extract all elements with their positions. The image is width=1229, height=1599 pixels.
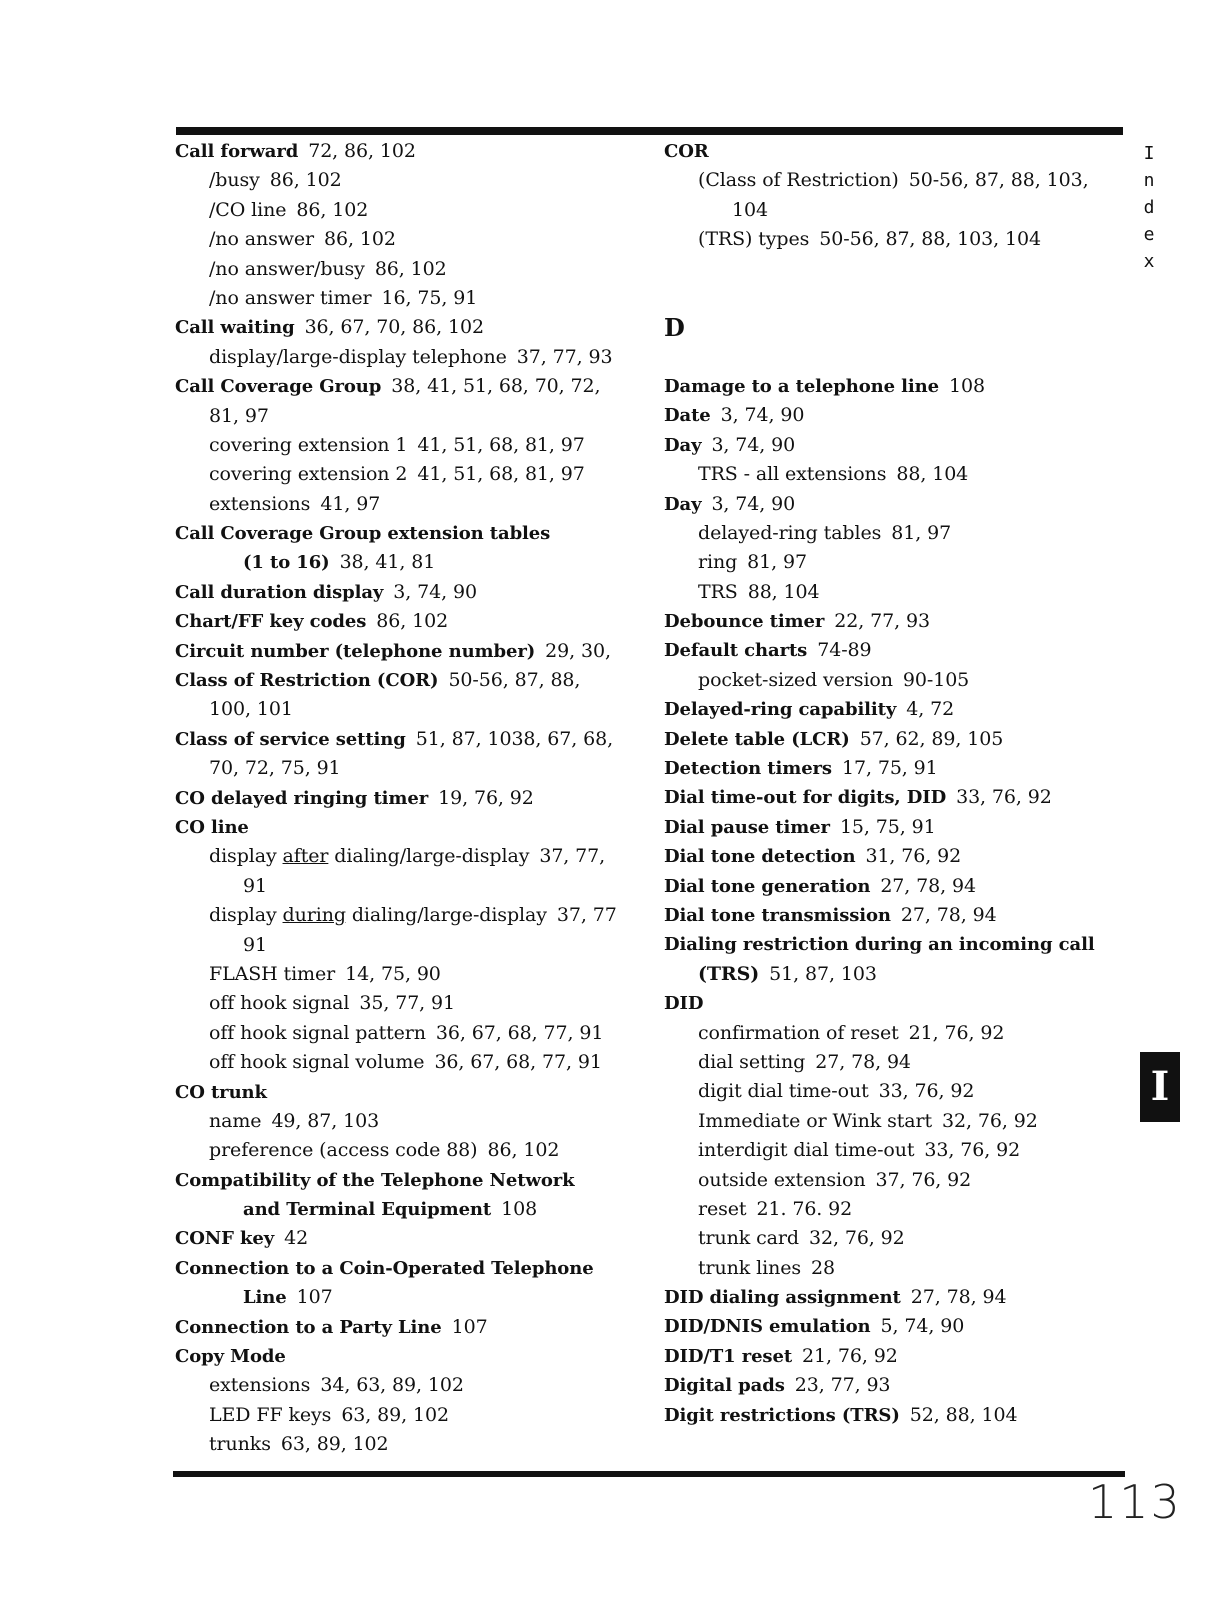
entry-pages: 31, 76, 92 [865,845,962,868]
entry-pages: 108 [948,374,985,397]
entry-term: CO line [175,816,249,838]
index-heading-entry [664,490,1114,519]
entry-pages: 37, 77, [539,845,606,868]
entry-term: off hook signal [209,992,350,1015]
side-tab-letter: e [1143,224,1155,245]
index-sub-entry [175,931,655,960]
entry-term: (TRS) [698,962,760,985]
index-sub-entry [664,1254,1114,1283]
entry-term: Digital pads [664,1375,785,1397]
index-sub-entry [664,1107,1114,1136]
entry-pages: 100, 101 [209,698,293,721]
entry-term: pocket-sized version [698,668,893,691]
index-heading-entry [175,519,655,548]
entry-term: delayed-ring tables [698,521,882,544]
entry-term: Call forward [175,141,299,162]
entry-pages: 86, 102 [374,257,447,280]
entry-term: reset [698,1197,747,1220]
entry-term: digit dial time-out [698,1080,869,1103]
index-heading-entry [175,313,655,342]
entry-term: outside extension [698,1168,866,1191]
entry-pages: 86, 102 [296,198,369,221]
entry-pages: 52, 88, 104 [909,1403,1018,1426]
entry-pages: 33, 76, 92 [878,1080,975,1103]
side-tab-letter: d [1143,197,1155,218]
entry-term: DID/DNIS emulation [664,1316,871,1338]
entry-pages: 27, 78, 94 [900,903,997,926]
entry-term: TRS [698,580,738,603]
index-sub-entry [664,666,1114,695]
index-heading-entry [664,1371,1114,1400]
entry-pages: 86, 102 [487,1139,560,1162]
index-sub-entry [175,1107,655,1136]
index-heading-entry [175,813,655,842]
entry-pages: 36, 67, 68, 77, 91 [435,1021,604,1044]
entry-term: extensions [209,1374,311,1397]
index-heading-entry [175,666,655,695]
entry-term: dial setting [698,1050,806,1073]
entry-pages: 104 [732,198,768,221]
entry-pages: 81, 97 [747,551,808,574]
index-heading-entry [664,607,1114,636]
index-sub-entry [664,225,1114,254]
entry-pages: 42 [284,1227,309,1250]
index-heading-entry [664,401,1114,430]
entry-term: Compatibility of the Telephone Network [175,1169,575,1191]
index-sub-entry [175,255,655,284]
entry-pages: 36, 67, 68, 77, 91 [434,1051,602,1074]
index-sub-entry [175,284,655,313]
entry-pages: 63, 89, 102 [341,1403,449,1426]
index-heading-entry [664,1401,1114,1430]
index-heading-entry [175,637,655,666]
index-column-left [175,137,655,1460]
entry-term: extensions [209,492,311,515]
index-heading-entry [664,636,1114,665]
entry-term: Immediate or Wink start [698,1109,933,1132]
index-heading-entry [175,1283,655,1312]
entry-term: /no answer timer [209,286,372,309]
index-heading-entry [664,725,1114,754]
entry-pages: 34, 63, 89, 102 [320,1374,464,1397]
entry-term: Day [664,493,702,515]
entry-pages: 41, 97 [320,492,381,515]
index-heading-entry [175,1224,655,1253]
entry-term: Circuit number (telephone number) [175,640,536,662]
entry-term: Line [243,1287,287,1309]
index-sub-entry [664,1019,1114,1048]
entry-term: (TRS) types [698,228,810,251]
index-heading-entry [664,754,1114,783]
entry-term: Connection to a Coin-Operated Telephone [175,1257,594,1279]
entry-pages: 88, 104 [747,580,820,603]
entry-term: Class of service setting [175,728,406,750]
entry-term: Dial tone transmission [664,904,891,926]
index-heading-entry [175,1166,655,1195]
index-heading-entry [664,137,1114,166]
index-heading-entry [175,725,655,754]
entry-pages: 107 [296,1286,333,1309]
entry-term: LED FF keys [209,1403,332,1426]
index-side-tab [1139,140,1159,275]
index-sub-entry [175,989,655,1018]
entry-term: CO trunk [175,1081,267,1103]
entry-pages: 23, 77, 93 [794,1374,891,1397]
entry-pages: 37, 76, 92 [875,1168,972,1191]
entry-pages: 49, 87, 103 [271,1109,380,1132]
entry-pages: 63, 89, 102 [280,1433,389,1456]
index-heading-entry [664,1342,1114,1371]
side-tab-letter: x [1143,251,1155,272]
index-heading-entry [664,813,1114,842]
index-heading-entry [175,784,655,813]
index-sub-entry [175,166,655,195]
index-heading-entry [175,607,655,636]
entry-pages: 29, 30, [545,639,611,662]
entry-term: Debounce timer [664,611,825,633]
entry-pages: 86, 102 [376,610,449,633]
entry-pages: 81, 97 [209,404,269,427]
index-sub-entry [664,1195,1114,1224]
entry-pages: 91 [243,933,267,956]
entry-term: covering extension 1 [209,433,408,456]
index-sub-entry [175,225,655,254]
entry-pages: 38, 41, 81 [339,551,436,574]
index-sub-entry [175,402,655,431]
entry-pages: 32, 76, 92 [808,1227,905,1250]
entry-pages: 37, 77, 93 [516,345,613,368]
entry-term: Copy Mode [175,1346,286,1368]
entry-term: Call waiting [175,317,295,339]
entry-term: trunks [209,1433,271,1456]
entry-pages: 88, 104 [896,463,969,486]
entry-term: display/large-display telephone [209,345,507,368]
entry-term: TRS - all extensions [698,463,887,486]
index-heading-entry [664,989,1114,1018]
entry-pages: 22, 77, 93 [834,610,930,633]
entry-term: Connection to a Party Line [175,1316,442,1338]
entry-term-underlined: during [282,904,346,927]
index-sub-entry [175,196,655,225]
entry-term: /no answer/busy [209,257,365,280]
entry-term-underlined: after [282,845,329,868]
entry-pages: 108 [501,1198,538,1221]
section-letter: D [664,312,685,342]
entry-pages: 27, 78, 94 [815,1050,911,1073]
entry-term: display [209,845,283,868]
entry-pages: 19, 76, 92 [438,786,534,809]
index-heading-entry [664,695,1114,724]
index-sub-entry [175,1136,655,1165]
entry-pages: 70, 72, 75, 91 [209,757,341,780]
entry-term: Delayed-ring capability [664,699,897,721]
entry-pages: 50-56, 87, 88, 103, [908,169,1089,192]
index-group-cor [664,137,1114,255]
index-heading-entry [664,1283,1114,1312]
index-sub-entry [664,166,1114,195]
entry-term: Date [664,405,711,427]
index-sub-entry [175,1371,655,1400]
entry-pages: 3, 74, 90 [393,580,477,603]
entry-term: /no answer [209,228,315,251]
entry-term: interdigit dial time-out [698,1139,915,1162]
index-sub-entry [175,1048,655,1077]
entry-term: (Class of Restriction) [698,169,899,192]
entry-term: DID dialing assignment [664,1287,901,1309]
spacer [664,255,1114,284]
index-heading-entry [175,1342,655,1371]
entry-term: COR [664,141,709,162]
entry-pages: 90-105 [902,668,970,691]
index-tab-block: I [1140,1052,1180,1122]
entry-pages: 17, 75, 91 [841,757,938,780]
entry-term: DID/T1 reset [664,1345,793,1367]
index-sub-entry [175,695,655,724]
index-sub-entry [175,490,655,519]
index-heading-entry [175,137,655,166]
entry-term: CO delayed ringing timer [175,787,429,809]
page-number: 113 [1088,1475,1182,1529]
entry-pages: 86, 102 [324,228,396,251]
entry-term: Day [664,434,702,456]
entry-pages: 57, 62, 89, 105 [859,727,1004,750]
index-sub-entry [175,901,655,930]
entry-term: /CO line [209,198,287,221]
entry-pages: 51, 87, 103 [769,962,877,985]
side-tab-letter: n [1143,170,1155,191]
index-sub-entry [664,1077,1114,1106]
entry-pages: 5, 74, 90 [880,1315,965,1338]
index-sub-entry [175,960,655,989]
index-sub-entry [664,196,1114,225]
entry-term: /busy [209,169,260,192]
index-sub-entry [664,960,1114,989]
entry-term: CONF key [175,1228,275,1250]
side-tab-letter: I [1143,143,1155,164]
entry-term: preference (access code 88) [209,1139,478,1162]
entry-term: Call Coverage Group extension tables [175,523,551,545]
entry-pages: 21, 76, 92 [908,1021,1005,1044]
index-sub-entry [175,460,655,489]
entry-pages: 27, 78, 94 [880,874,977,897]
index-heading-entry [664,1312,1114,1341]
index-sub-entry [175,754,655,783]
entry-pages: 36, 67, 70, 86, 102 [304,316,484,339]
index-heading-entry [664,431,1114,460]
entry-pages: 37, 77 [556,904,617,927]
entry-pages: 50-56, 87, 88, 103, 104 [819,228,1041,251]
index-sub-entry [175,1019,655,1048]
entry-term: Chart/FF key codes [175,611,367,633]
index-heading-entry [175,1078,655,1107]
index-heading-entry [664,372,1114,401]
index-heading-entry [175,1254,655,1283]
index-heading-entry [175,1313,655,1342]
entry-term: Dial pause timer [664,816,830,838]
index-heading-entry [664,842,1114,871]
entry-pages: 32, 76, 92 [942,1109,1038,1132]
entry-pages: 81, 97 [891,521,952,544]
index-sub-entry [175,842,655,871]
entry-term: Detection timers [664,758,832,780]
entry-pages: 3, 74, 90 [711,492,796,515]
entry-term: DID [664,993,704,1015]
entry-pages: 3, 74, 90 [711,433,796,456]
entry-term: display [209,904,283,927]
entry-term: Delete table (LCR) [664,728,850,750]
entry-pages: 50-56, 87, 88, [448,669,581,692]
entry-term: Damage to a telephone line [664,375,939,397]
entry-term: Digit restrictions (TRS) [664,1404,900,1426]
entry-term: Dial tone generation [664,875,871,897]
entry-pages: 74-89 [817,639,872,662]
index-group-d [664,372,1114,1430]
entry-term: confirmation of reset [698,1021,899,1044]
index-heading-entry [664,783,1114,812]
index-heading-entry [664,901,1114,930]
index-sub-entry [175,431,655,460]
entry-term: dialing/large-display [328,845,530,868]
entry-pages: 27, 78, 94 [910,1286,1007,1309]
entry-term: Default charts [664,640,808,662]
entry-pages: 4, 72 [906,698,955,721]
entry-pages: 51, 87, 1038, 67, 68, [415,727,614,750]
entry-term: Dialing restriction during an incoming call [664,934,1095,956]
index-sub-entry [664,519,1114,548]
entry-pages: 28 [811,1256,836,1279]
index-heading-entry [175,372,655,401]
entry-term: off hook signal pattern [209,1021,426,1044]
index-sub-entry [175,872,655,901]
entry-pages: 3, 74, 90 [720,404,805,427]
index-sub-entry [664,1136,1114,1165]
entry-term: ring [698,551,738,574]
index-sub-entry [664,548,1114,577]
entry-pages: 15, 75, 91 [839,815,936,838]
entry-term: trunk card [698,1227,799,1250]
entry-term: off hook signal volume [209,1051,425,1074]
top-rule [176,127,1123,135]
index-column-right [664,137,1114,1430]
entry-term: FLASH timer [209,962,336,985]
index-sub-entry [664,460,1114,489]
entry-pages: 91 [243,874,267,897]
entry-term: covering extension 2 [209,463,408,486]
entry-pages: 107 [451,1315,488,1338]
entry-term: Dial time-out for digits, DID [664,787,947,809]
entry-term: Call duration display [175,581,384,603]
entry-pages: 21, 76, 92 [802,1344,898,1367]
index-sub-entry [175,343,655,372]
entry-pages: 33, 76, 92 [924,1139,1021,1162]
entry-term: name [209,1109,262,1132]
entry-pages: 38, 41, 51, 68, 70, 72, [391,375,601,398]
entry-pages: 14, 75, 90 [345,962,441,985]
entry-term: Dial tone detection [664,846,856,868]
entry-pages: 33, 76, 92 [956,786,1052,809]
index-sub-entry [664,578,1114,607]
index-heading-entry [175,548,655,577]
index-heading-entry [664,872,1114,901]
entry-pages: 41, 51, 68, 81, 97 [417,433,585,456]
entry-pages: 72, 86, 102 [308,140,416,162]
index-sub-entry [175,1401,655,1430]
index-sub-entry [664,1166,1114,1195]
entry-term: Call Coverage Group [175,376,382,398]
index-heading-entry [664,930,1114,959]
entry-term: dialing/large-display [345,904,547,927]
index-heading-entry [175,1195,655,1224]
entry-term: trunk lines [698,1256,802,1279]
entry-pages: 41, 51, 68, 81, 97 [417,463,585,486]
index-sub-entry [664,1048,1114,1077]
index-sub-entry [175,1430,655,1459]
entry-pages: 35, 77, 91 [359,992,456,1015]
entry-term: and Terminal Equipment [243,1199,492,1221]
index-heading-entry [175,578,655,607]
entry-pages: 21. 76. 92 [756,1197,853,1220]
entry-pages: 86, 102 [269,169,342,192]
entry-term: (1 to 16) [243,552,330,574]
index-sub-entry [664,1224,1114,1253]
entry-pages: 16, 75, 91 [381,286,478,309]
entry-term: Class of Restriction (COR) [175,670,439,692]
bottom-rule [173,1471,1125,1477]
